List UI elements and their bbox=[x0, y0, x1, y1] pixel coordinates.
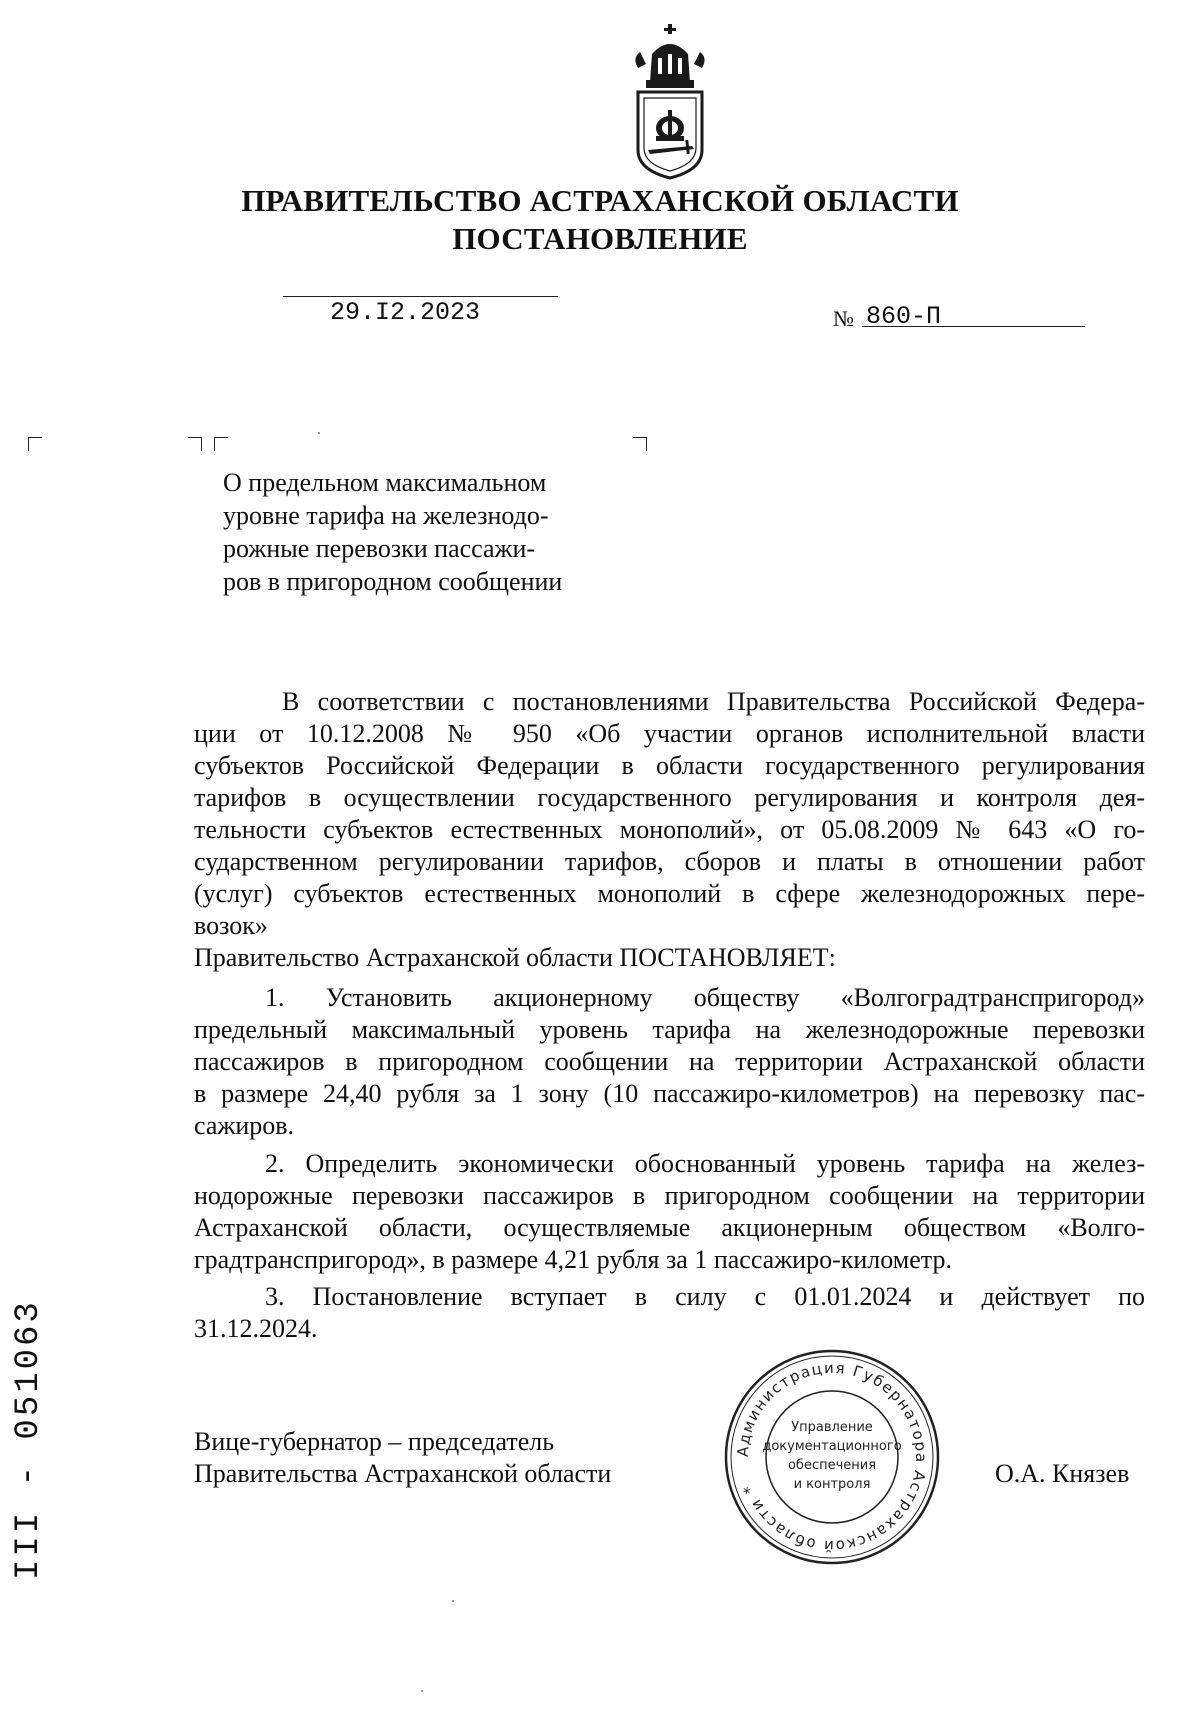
registration-number-vertical: III - 051063 bbox=[10, 1299, 48, 1580]
corner-mark-mid-left bbox=[214, 437, 228, 451]
item2-line: нодорожные перевозки пассажиров в пригородном сообщении на территории bbox=[194, 1181, 1145, 1210]
subject-line: О предельном максимальном bbox=[223, 468, 547, 497]
preamble-line: В соответствии с постановлениями Правительства Российской Федера- bbox=[282, 687, 1145, 716]
stamp-inner-line: Управление bbox=[791, 1420, 873, 1435]
scan-speck bbox=[318, 432, 320, 434]
preamble-line: субъектов Российской Федерации в области государственного регулирования bbox=[194, 751, 1145, 780]
corner-mark-mid-right bbox=[188, 437, 202, 451]
resolves-line: Правительство Астраханской области ПОСТАНОВЛЯЕТ: bbox=[194, 943, 836, 972]
subject-line: ров в пригородном сообщении bbox=[223, 567, 563, 596]
item2-line: 2. Определить экономически обоснованный уровень тарифа на желез- bbox=[265, 1149, 1145, 1178]
signatory-position: Вице-губернатор – председатель bbox=[194, 1427, 555, 1456]
preamble-line: возок» bbox=[194, 911, 268, 940]
stamp-inner-line: обеспечения bbox=[787, 1458, 877, 1473]
item1-line: в размере 24,40 рубля за 1 зону (10 пассажиро-километров) на перевозку пас- bbox=[194, 1079, 1145, 1108]
corner-mark-right bbox=[633, 437, 647, 451]
subject-line: рожные перевозки пассажи- bbox=[223, 534, 536, 563]
subject-line: уровне тарифа на железнодо- bbox=[223, 501, 549, 530]
preamble-line: (услуг) субъектов естественных монополий в сфере железнодорожных пере- bbox=[194, 879, 1145, 908]
scan-speck bbox=[452, 1600, 454, 1602]
date-underline bbox=[283, 296, 558, 297]
item1-line: пассажиров в пригородном сообщении на территории Астраханской области bbox=[194, 1047, 1145, 1076]
document-subject bbox=[223, 466, 608, 598]
item1-line: сажиров. bbox=[194, 1111, 295, 1140]
preamble-line: сударственном регулировании тарифов, сборов и платы в отношении работ bbox=[194, 847, 1145, 876]
stamp-outer-text: Администрация Губернатора Астраханской области * bbox=[733, 1358, 931, 1556]
item1-line: предельный максимальный уровень тарифа на железнодорожные перевозки bbox=[194, 1015, 1145, 1044]
scan-speck bbox=[421, 1690, 423, 1692]
corner-mark-left bbox=[28, 437, 42, 451]
coat-of-arms-emblem bbox=[628, 24, 712, 180]
document-number: 860-П bbox=[866, 302, 942, 331]
item2-line: Астраханской области, осуществляемые акционерным обществом «Волго- bbox=[194, 1213, 1145, 1242]
preamble-line: тельности субъектов естественных монополий», от 05.08.2009 № 643 «О го- bbox=[194, 815, 1145, 844]
preamble-line: тарифов в осуществлении государственного регулирования и контроля дея- bbox=[194, 783, 1145, 812]
signatory-name: О.А. Князев bbox=[995, 1459, 1130, 1488]
stamp-inner-line: документационного bbox=[762, 1439, 902, 1454]
item2-line: градтранспригород», в размере 4,21 рубля за 1 пассажиро-километр. bbox=[194, 1245, 952, 1274]
item3-line: 3. Постановление вступает в силу с 01.01.2024 и действует по bbox=[265, 1282, 1145, 1311]
signatory-position: Правительства Астраханской области bbox=[194, 1459, 612, 1488]
item1-line: 1. Установить акционерному обществу «Волгоградтранспригород» bbox=[265, 983, 1145, 1012]
organization-title: ПРАВИТЕЛЬСТВО АСТРАХАНСКОЙ ОБЛАСТИ bbox=[241, 183, 959, 218]
document-type: ПОСТАНОВЛЕНИЕ bbox=[452, 221, 748, 256]
number-sign: № bbox=[833, 306, 854, 331]
stamp-inner-line: и контроля bbox=[793, 1477, 871, 1492]
item3-line: 31.12.2024. bbox=[194, 1314, 318, 1343]
preamble-line: ции от 10.12.2008 № 950 «Об участии органов исполнительной власти bbox=[194, 719, 1145, 748]
official-stamp bbox=[722, 1347, 942, 1567]
document-date: 29.I2.2023 bbox=[330, 298, 481, 327]
